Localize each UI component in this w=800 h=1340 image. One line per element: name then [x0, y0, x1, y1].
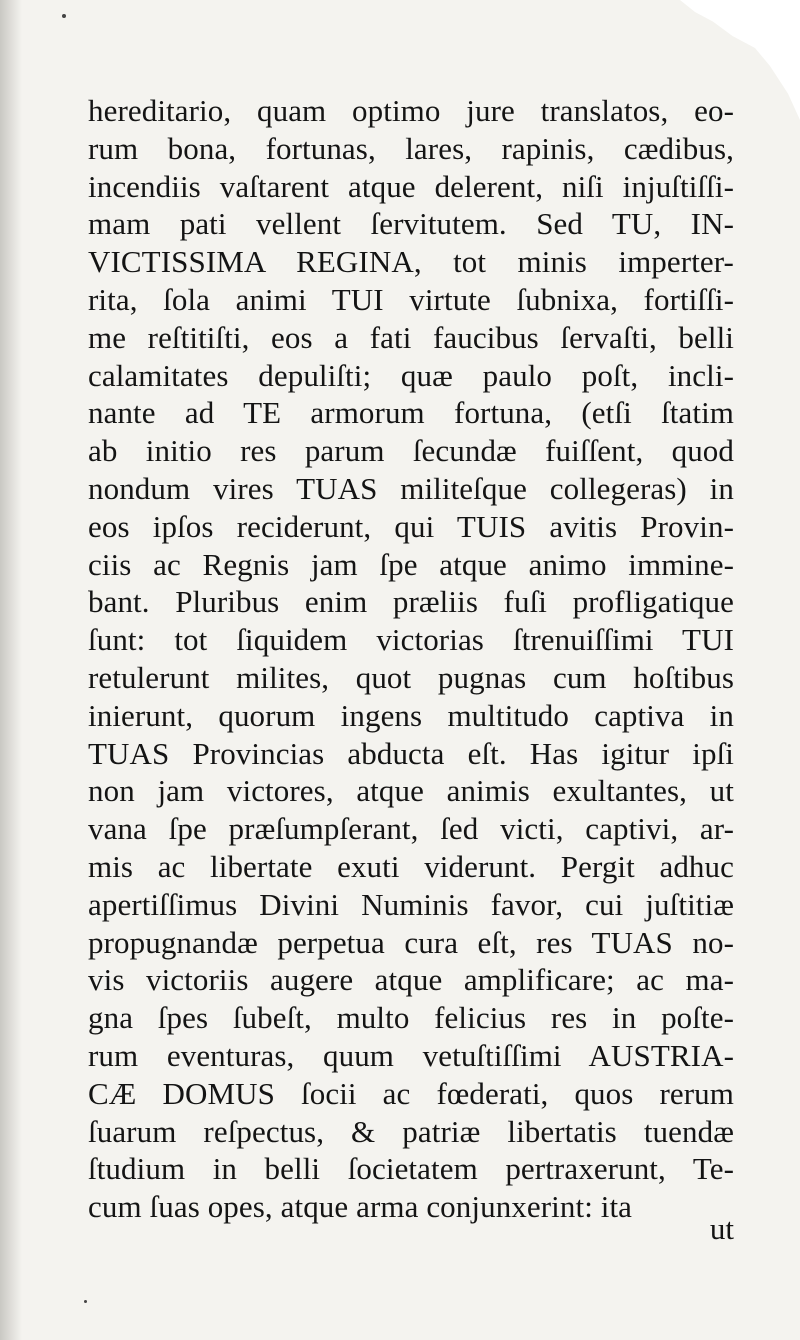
text-line: TUAS Provincias abducta eſt. Has igitur ipſi — [88, 735, 734, 771]
text-line: rum eventuras, quum vetuſtiſſimi AUSTRIA- — [88, 1037, 734, 1073]
text-line: retulerunt milites, quot pugnas cum hoſtibus — [88, 659, 734, 695]
text-line: incendiis vaſtarent atque delerent, niſi injuſtiſſi- — [88, 168, 734, 204]
text-line: bant. Pluribus enim præliis fuſi profligatique — [88, 584, 734, 620]
text-line: calamitates depuliſti; quæ paulo poſt, incli- — [88, 357, 734, 393]
text-line: eos ipſos reciderunt, qui TUIS avitis Provin- — [88, 508, 734, 544]
text-line: nondum vires TUAS militeſque collegeras) in — [88, 470, 734, 506]
text-line: apertiſſimus Divini Numinis favor, cui juſtitiæ — [88, 886, 734, 922]
text-line: vana ſpe præſumpſerant, ſed victi, captivi, ar- — [88, 811, 734, 847]
text-line: VICTISSIMA REGINA, tot minis imperter- — [88, 244, 734, 280]
text-line: rita, ſola animi TUI virtute ſubnixa, fortiſſi- — [88, 281, 734, 317]
text-line: CÆ DOMUS ſocii ac fœderati, quos rerum — [88, 1075, 734, 1111]
text-line: nante ad TE armorum fortuna, (etſi ſtatim — [88, 395, 734, 431]
text-line: ſunt: tot ſiquidem victorias ſtrenuiſſimi TUI — [88, 622, 734, 658]
text-line: ciis ac Regnis jam ſpe atque animo immine- — [88, 546, 734, 582]
text-line: inierunt, quorum ingens multitudo captiva in — [88, 697, 734, 733]
paper-speck — [62, 14, 66, 18]
text-line: rum bona, fortunas, lares, rapinis, cædibus, — [88, 130, 734, 166]
text-line: propugnandæ perpetua cura eſt, res TUAS no- — [88, 924, 734, 960]
text-line: mis ac libertate exuti viderunt. Pergit adhuc — [88, 848, 734, 884]
text-line: mam pati vellent ſervitutem. Sed TU, IN- — [88, 206, 734, 242]
text-line: ab initio res parum ſecundæ fuiſſent, quod — [88, 433, 734, 469]
body-text — [88, 92, 734, 1226]
catchword: ut — [709, 1211, 734, 1246]
text-line: cum ſuas opes, atque arma conjunxerint: ita — [88, 1189, 633, 1225]
paper-speck — [84, 1300, 87, 1303]
text-line: ſuarum reſpectus, & patriæ libertatis tuendæ — [88, 1113, 734, 1149]
text-line: hereditario, quam optimo jure translatos, eo- — [88, 93, 734, 128]
text-line: non jam victores, atque animis exultantes, ut — [88, 773, 734, 809]
text-line: me reſtitiſti, eos a fati faucibus ſervaſti, belli — [88, 319, 734, 355]
text-line: vis victoriis augere atque amplificare; ac ma- — [88, 962, 734, 998]
text-line: ſtudium in belli ſocietatem pertraxerunt, Te- — [88, 1151, 734, 1187]
text-line: gna ſpes ſubeſt, multo felicius res in poſte- — [88, 1000, 734, 1036]
